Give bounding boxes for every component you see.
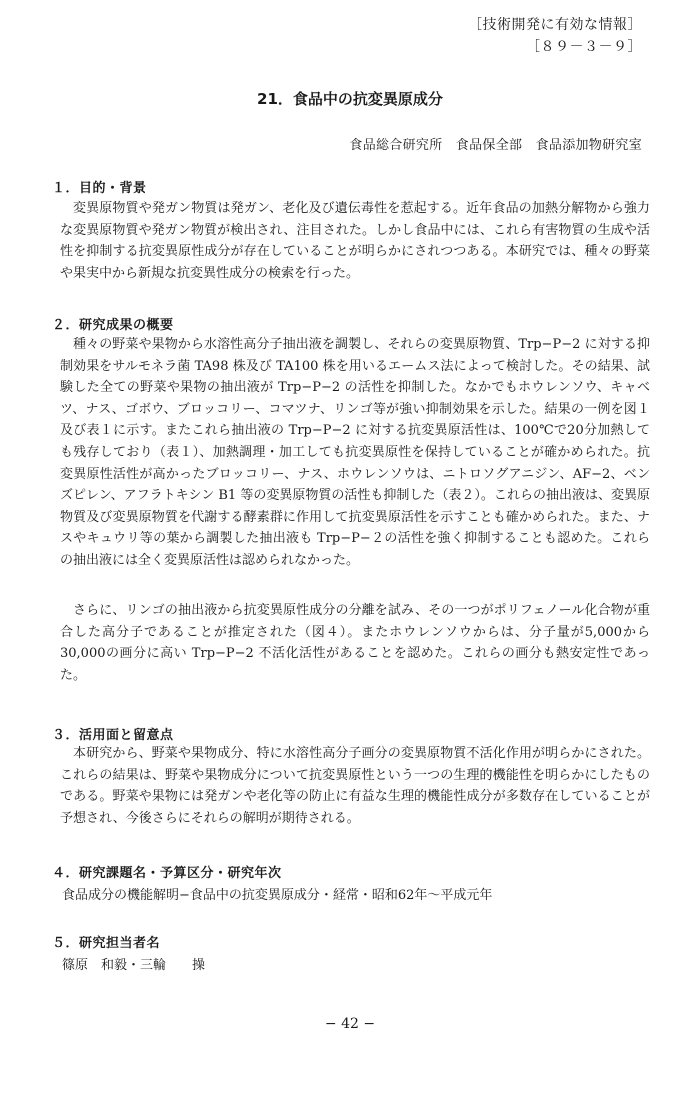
header-label: ［技術開発に有効な情報］ <box>468 17 642 33</box>
project-info-line: 食品成分の機能解明−食品中の抗変異原成分・経常・昭和62年～平成元年 <box>62 888 493 903</box>
page-title: 21．食品中の抗変異原成分 <box>257 90 443 108</box>
section-heading-purpose: １．目的・背景 <box>52 181 147 196</box>
section-heading-project: ４．研究課題名・予算区分・研究年次 <box>52 866 282 881</box>
section-heading-researchers: ５．研究担当者名 <box>52 936 161 951</box>
researchers-line: 篠原 和毅・三輪 操 <box>62 958 206 973</box>
section-paragraph-results-2: さらに、リンゴの抽出液から抗変異原性成分の分離を試み、その一つがポリフェノール化合物が重合した高分子であることが推定された（図４）。またホウレンソウからは、分子量が5,000から30,000の画分に高い Trp−P−2 不活化活性があることを認めた。これらの画分も熱安定性であった。 <box>60 603 650 683</box>
header-code: ［８９－３－９］ <box>526 39 642 55</box>
section-paragraph-results-1: 種々の野菜や果物から水溶性高分子抽出液を調製し、それらの変異原物質、Trp−P−2 に対する抑制効果をサルモネラ菌 TA98 株及び TA100 株を用いるエームス法によって検討した。その結果、試験した全ての野菜や果物の抽出液が Trp−P−2 の活性を抑制した。なかでもホウレンソウ、キャベツ、ナス、ゴボウ、ブロッコリー、コマツナ、リンゴ等が強い抑制効果を示した。結果の一例を図１及び表１に示す。またこれら抽出液の Trp−P−2 に対する抗変異原活性は、100℃で20分加熱しても残存しており（表１）、加熱調理・加工しても抗変異原性を保持していることが確かめられた。抗変異原性活性が高かったブロッコリー、ナス、ホウレンソウは、ニトロソグアニジン、AF−2、ベンズピレン、アフラトキシン B1 等の変異原物質の活性も抑制した（表２）。これらの抽出液は、変異原物質及び変異原物質を代謝する酵素群に作用して抗変異原活性を示すことも確かめられた。また、ナスやキュウリ等の葉から調製した抽出液も Trp−P−２の活性を強く抑制することも認めた。これらの抽出液には全く変異原活性は認められなかった。 <box>60 337 650 568</box>
affiliation: 食品総合研究所 食品保全部 食品添加物研究室 <box>349 138 642 153</box>
section-paragraph-purpose: 変異原物質や発ガン物質は発ガン、老化及び遺伝毒性を惹起する。近年食品の加熱分解物から強力な変異原物質や発ガン物質が検出され、注目された。しかし食品中には、これら有害物質の生成や活性を抑制する抗変異原性成分が存在していることが明らかにされつつある。本研究では、種々の野菜や果実中から新規な抗変異性成分の検索を行った。 <box>60 201 650 281</box>
section-heading-results: ２．研究成果の概要 <box>52 318 174 333</box>
section-heading-application: ３．活用面と留意点 <box>52 728 174 743</box>
page-number: − 42 − <box>324 1016 376 1032</box>
section-paragraph-application: 本研究から、野菜や果物成分、特に水溶性高分子画分の変異原物質不活化作用が明らかにされた。これらの結果は、野菜や果物成分について抗変異原性という一つの生理的機能性を明らかにしたものである。野菜や果物には発ガンや老化等の防止に有益な生理的機能性成分が多数存在していることが予想され、今後さらにそれらの解明が期待される。 <box>60 746 650 826</box>
document-header <box>468 14 642 58</box>
